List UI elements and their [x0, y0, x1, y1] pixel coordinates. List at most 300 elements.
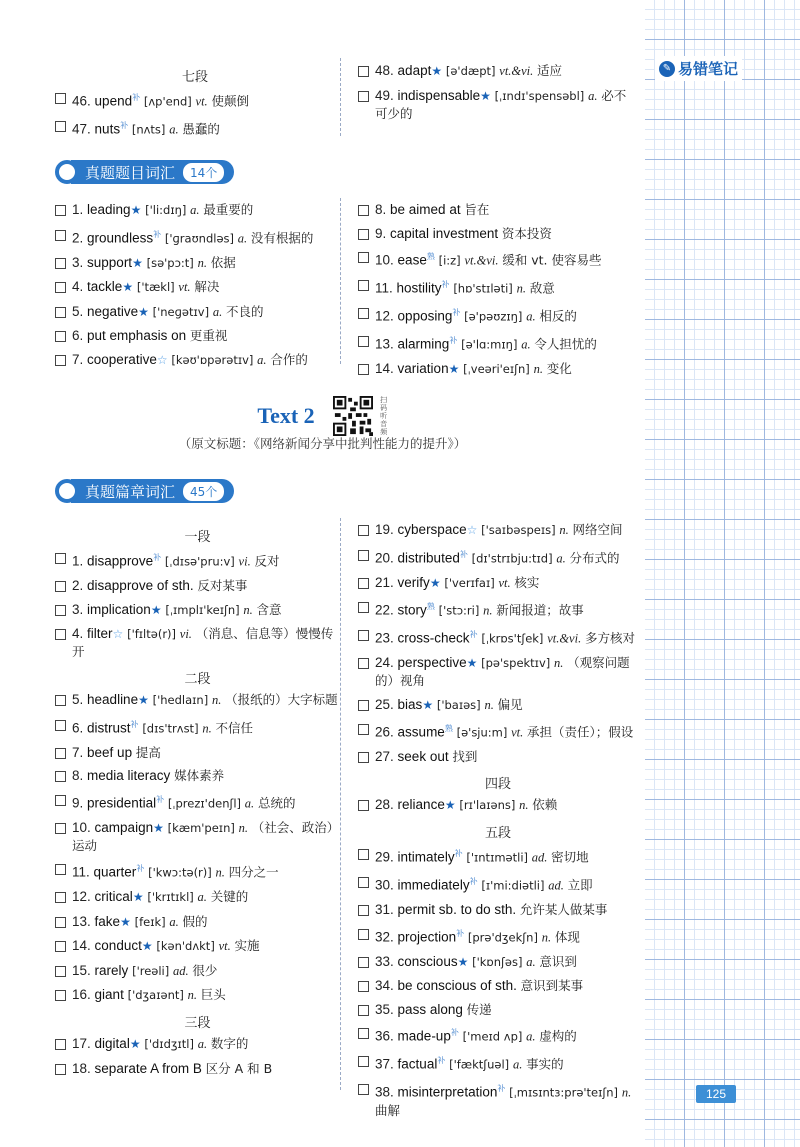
part-of-speech: a. [526, 954, 536, 969]
definition: 资本投资 [501, 225, 552, 241]
item-number: 20. [375, 550, 394, 565]
top-right-column [358, 62, 638, 128]
phonetic: [ə'dæpt] [445, 64, 496, 78]
phonetic: ['tækl] [136, 280, 175, 294]
phonetic: [feɪk] [134, 914, 166, 929]
phonetic: [ˌveəri'eɪʃn] [463, 362, 530, 376]
star-icon: ★ [429, 575, 441, 590]
checkbox[interactable] [358, 658, 369, 669]
part-of-speech: vt. [195, 94, 208, 109]
vocab-item [55, 89, 335, 111]
vocab-item [358, 360, 638, 378]
checkbox[interactable] [55, 892, 66, 903]
headword: cooperative [87, 351, 157, 367]
supplement-badge: 补 [449, 336, 458, 345]
passage-vocab-left [55, 518, 340, 1083]
star-icon: ★ [138, 304, 149, 319]
checkbox[interactable] [358, 602, 369, 613]
definition: 必不可少的 [375, 87, 627, 121]
headword: be aimed at [390, 202, 461, 217]
phonetic: [dɪ'strɪbju:tɪd] [471, 551, 553, 565]
checkbox[interactable] [55, 553, 66, 564]
part-of-speech: n. [483, 603, 493, 618]
part-of-speech: n. [484, 697, 494, 712]
definition: 虚构的 [539, 1028, 577, 1044]
item-number: 14. [375, 361, 394, 376]
checkbox[interactable] [55, 93, 66, 104]
checkbox[interactable] [55, 1039, 66, 1050]
phonetic: [ˌɪndɪ'spensəbl] [494, 88, 585, 103]
checkbox[interactable] [358, 550, 369, 561]
part-of-speech: ad. [531, 850, 548, 865]
note-margin-grid [645, 0, 800, 1147]
checkbox[interactable] [55, 966, 66, 977]
item-number: 11. [375, 280, 393, 296]
item-number: 46. [72, 93, 91, 109]
definition: 合作的 [270, 351, 308, 367]
checkbox[interactable] [55, 941, 66, 952]
definition: （社会、政治）运动 [72, 819, 340, 853]
vocab-item [55, 1035, 340, 1053]
headword: ease [397, 252, 427, 268]
star-icon: ★ [138, 693, 149, 707]
supplement-badge: 补 [153, 229, 162, 239]
headword: bias [397, 696, 423, 712]
familiar-badge: 熟 [426, 252, 435, 261]
checkbox[interactable] [55, 205, 66, 216]
item-number: 27. [375, 749, 394, 764]
headword: conscious [397, 953, 458, 969]
item-number: 10. [72, 819, 91, 835]
vocab-item [358, 796, 638, 814]
checkbox[interactable] [358, 280, 369, 291]
item-number: 7. [72, 351, 84, 367]
checkbox[interactable] [55, 629, 66, 640]
definition: 多方核对 [584, 630, 635, 646]
vocab-item [358, 626, 638, 648]
checkbox[interactable] [358, 1028, 369, 1039]
item-number: 18. [72, 1060, 91, 1076]
phonetic: [sə'pɔ:t] [146, 255, 194, 270]
definition: 承担（责任）；假设 [527, 724, 634, 740]
vocab-item [55, 625, 340, 660]
item-number: 24. [375, 655, 394, 670]
checkbox[interactable] [358, 981, 369, 992]
star-icon: ★ [466, 656, 478, 670]
definition: 解决 [194, 279, 220, 294]
headword: critical [94, 889, 133, 904]
headword: alarming [397, 336, 450, 352]
part-of-speech: n. [554, 656, 564, 670]
phonetic: ['li:dɪŋ] [145, 203, 187, 217]
checkbox[interactable] [358, 91, 369, 102]
headword: beef up [87, 744, 133, 760]
checkbox[interactable] [358, 308, 369, 319]
checkbox[interactable] [55, 331, 66, 342]
checkbox[interactable] [55, 720, 66, 731]
part-of-speech: a. [244, 796, 255, 810]
definition: 最重要的 [203, 202, 254, 217]
checkbox[interactable] [358, 630, 369, 641]
vocab-item [358, 748, 638, 765]
definition: 意识到 [539, 953, 577, 969]
definition: 实施 [234, 938, 260, 953]
headword: reliance [397, 797, 445, 812]
part-of-speech: n. [559, 523, 569, 537]
checkbox[interactable] [55, 258, 66, 269]
phonetic: ['ɡraʊndləs] [164, 231, 235, 245]
page-number: 125 [696, 1085, 736, 1103]
checkbox[interactable] [358, 336, 369, 347]
mistake-notes-title: ✎ 易错笔记 [655, 56, 742, 81]
definition: 四分之一 [228, 864, 279, 880]
checkbox[interactable] [358, 700, 369, 711]
checkbox[interactable] [358, 929, 369, 940]
definition: 曲解 [375, 1102, 401, 1118]
phonetic: [ə'lɑ:mɪŋ] [461, 337, 518, 352]
familiar-badge: 熟 [426, 602, 435, 611]
definition: 变化 [546, 361, 572, 376]
phonetic: ['hedlaɪn] [152, 693, 209, 707]
star-icon: ★ [132, 890, 144, 904]
definition: （报纸的）大字标题 [225, 692, 338, 707]
vocab-item [55, 577, 340, 594]
item-number: 8. [72, 768, 84, 783]
vocab-item [358, 873, 638, 895]
part-of-speech: vi. [179, 627, 192, 641]
definition: 愚蠢的 [182, 121, 220, 137]
checkbox[interactable] [358, 205, 369, 216]
vocab-item [358, 225, 638, 242]
phonetic: ['fɪltə(r)] [127, 627, 177, 641]
definition: 敌意 [529, 280, 555, 296]
item-number: 26. [375, 724, 394, 740]
definition: 依赖 [532, 797, 558, 812]
star-icon: ★ [120, 914, 131, 929]
part-of-speech: a. [237, 231, 248, 245]
vocab-item [358, 201, 638, 218]
checkbox[interactable] [55, 917, 66, 928]
checkbox[interactable] [358, 252, 369, 263]
definition: 缓和 vt. 使容易些 [502, 252, 602, 268]
headword: indispensable [397, 87, 481, 103]
supplement-badge: 补 [454, 849, 463, 858]
vocab-item [358, 62, 638, 80]
definition: 数字的 [210, 1036, 249, 1051]
checkbox[interactable] [55, 695, 66, 706]
checkbox[interactable] [55, 605, 66, 616]
vocab-item [55, 601, 340, 619]
checkbox[interactable] [55, 864, 66, 875]
checkbox[interactable] [55, 307, 66, 318]
item-number: 3. [72, 254, 84, 270]
item-number: 29. [375, 849, 394, 865]
headword: cyberspace [397, 522, 467, 537]
item-number: 8. [375, 202, 387, 217]
definition: 分布式的 [569, 550, 620, 565]
supplement-badge: 补 [469, 877, 478, 886]
paragraph-heading: 二段 [184, 672, 211, 687]
item-number: 25. [375, 696, 394, 712]
checkbox[interactable] [358, 752, 369, 763]
headword: intimately [397, 849, 455, 865]
supplement-badge: 补 [452, 308, 461, 317]
part-of-speech: n. [533, 362, 543, 376]
vocab-item [55, 226, 340, 248]
definition: 适应 [537, 63, 563, 78]
supplement-badge: 补 [441, 280, 450, 289]
checkbox[interactable] [55, 230, 66, 241]
headword: filter [87, 626, 113, 641]
headword: verify [397, 574, 430, 590]
definition: 体现 [554, 929, 580, 944]
checkbox[interactable] [358, 66, 369, 77]
phonetic: [prə'dʒekʃn] [467, 930, 538, 944]
checkbox[interactable] [55, 1064, 66, 1075]
checkbox[interactable] [55, 121, 66, 132]
headword: immediately [397, 877, 470, 893]
item-number: 38. [375, 1084, 394, 1100]
headword: headline [87, 692, 139, 707]
part-of-speech: a. [556, 551, 566, 565]
part-of-speech: a. [521, 337, 531, 352]
definition: 含意 [256, 601, 282, 617]
phonetic: [rɪ'laɪəns] [459, 798, 516, 812]
definition: 核实 [514, 574, 540, 590]
definition: 不良的 [225, 303, 264, 319]
part-of-speech: ad. [173, 963, 189, 978]
supplement-badge: 补 [437, 1056, 446, 1065]
headword: presidential [87, 795, 157, 810]
headword: campaign [94, 819, 154, 835]
star-icon: ★ [431, 64, 443, 78]
headword: adapt [397, 63, 432, 78]
phonetic: ['baɪəs] [436, 697, 481, 712]
headword: digital [94, 1036, 130, 1051]
checkbox[interactable] [358, 1056, 369, 1067]
checkbox[interactable] [358, 905, 369, 916]
checkbox[interactable] [55, 990, 66, 1001]
checkbox[interactable] [55, 823, 66, 834]
vocab-item [55, 888, 340, 906]
item-number: 47. [72, 121, 91, 137]
phonetic: [ˌkrɒs'tʃek] [481, 631, 544, 646]
checkbox[interactable] [358, 849, 369, 860]
definition: 允许某人做某事 [519, 902, 608, 917]
phonetic: [kæm'peɪn] [167, 820, 235, 835]
definition: 使颠倒 [211, 93, 249, 109]
headword: assume [397, 724, 445, 740]
part-of-speech: n. [202, 721, 212, 735]
supplement-badge: 补 [469, 630, 478, 639]
item-number: 33. [375, 953, 394, 969]
supplement-badge: 补 [450, 1028, 459, 1037]
magnifier-icon [55, 160, 79, 184]
part-of-speech: vt. [178, 280, 191, 294]
checkbox[interactable] [358, 724, 369, 735]
checkbox[interactable] [55, 795, 66, 806]
headword: fake [94, 913, 121, 929]
star-icon: ★ [448, 362, 460, 376]
phonetic: ['fæktʃuəl] [449, 1057, 510, 1072]
item-number: 6. [72, 720, 84, 735]
part-of-speech: n. [238, 820, 248, 835]
headword: conduct [94, 938, 142, 953]
part-of-speech: a. [197, 890, 207, 904]
part-of-speech: n. [243, 602, 253, 617]
definition: 新闻报道；故事 [496, 602, 584, 618]
item-number: 3. [72, 601, 84, 617]
headword: leading [87, 202, 131, 217]
star-icon: ★ [422, 697, 434, 712]
part-of-speech: a. [169, 914, 179, 929]
headword: pass along [397, 1001, 463, 1017]
item-number: 1. [72, 202, 84, 217]
checkbox[interactable] [55, 771, 66, 782]
headword: misinterpretation [397, 1084, 498, 1100]
star-icon: ★ [457, 954, 469, 969]
part-of-speech: a. [257, 352, 267, 367]
vocab-item [55, 937, 340, 955]
familiar-badge: 熟 [444, 724, 453, 733]
part-of-speech: vt. [218, 939, 231, 953]
checkbox[interactable] [358, 877, 369, 888]
definition: 相反的 [539, 308, 577, 324]
supplement-badge: 补 [136, 864, 145, 873]
headword: variation [397, 361, 449, 376]
vocab-item [358, 1052, 638, 1074]
vocab-item [358, 598, 638, 620]
checkbox[interactable] [55, 581, 66, 592]
headword: upend [94, 93, 133, 109]
vocab-item [358, 1080, 638, 1119]
headword: projection [397, 929, 457, 944]
item-number: 4. [72, 626, 84, 641]
vocab-item [55, 351, 340, 369]
vocab-item [358, 332, 638, 354]
headword: distributed [397, 550, 460, 565]
definition: 传递 [466, 1001, 492, 1017]
definition: 媒体素养 [174, 768, 225, 783]
vocab-item [55, 791, 340, 813]
item-number: 16. [72, 987, 91, 1002]
part-of-speech: n. [621, 1085, 632, 1100]
headword: hostility [396, 280, 442, 296]
checkbox[interactable] [358, 800, 369, 811]
headword: quarter [93, 864, 137, 880]
definition: 更重视 [189, 328, 228, 343]
item-number: 23. [375, 630, 394, 646]
column-divider [340, 198, 341, 364]
phonetic: ['dɪdʒɪtl] [144, 1037, 194, 1051]
question-vocab-banner: 真题题目词汇 14个 [55, 156, 234, 188]
phonetic: [ˌdɪsə'pru:v] [164, 554, 235, 569]
definition: 提高 [135, 744, 161, 760]
hollow-star-icon: ☆ [156, 352, 168, 367]
checkbox[interactable] [358, 578, 369, 589]
checkbox[interactable] [358, 957, 369, 968]
checkbox[interactable] [55, 355, 66, 366]
phonetic: ['verɪfaɪ] [444, 575, 495, 590]
vocab-item [358, 248, 638, 270]
question-vocab-left [55, 201, 340, 375]
part-of-speech: n. [541, 930, 552, 944]
checkbox[interactable] [358, 1084, 369, 1095]
supplement-badge: 补 [153, 553, 162, 562]
vocab-item [55, 117, 335, 139]
part-of-speech: a. [526, 309, 536, 324]
star-icon: ★ [153, 820, 164, 835]
original-title: （原文标题：《网络新闻分享中批判性能力的提升》） [178, 436, 467, 451]
part-of-speech: vt. [511, 725, 524, 740]
checkbox[interactable] [55, 748, 66, 759]
headword: disapprove of sth. [87, 578, 194, 593]
headword: story [397, 602, 427, 618]
part-of-speech: a. [512, 1057, 523, 1072]
qr-code-icon[interactable] [333, 396, 373, 436]
star-icon: ★ [150, 602, 162, 617]
phonetic: ['kɒnʃəs] [472, 954, 523, 969]
phonetic: [dɪs'trʌst] [142, 721, 199, 735]
item-number: 31. [375, 902, 394, 917]
vocab-item [358, 654, 638, 689]
item-number: 12. [72, 889, 91, 904]
phonetic: [ʌp'end] [143, 94, 192, 109]
phonetic: [hɒ'stɪləti] [453, 281, 513, 296]
vocab-item [358, 720, 638, 742]
paragraph-heading: 四段 [484, 777, 511, 792]
scan-audio-label: 扫码听音频 [380, 396, 388, 436]
checkbox[interactable] [358, 1005, 369, 1016]
phonetic: [nʌts] [131, 122, 166, 137]
vocab-item [55, 254, 340, 272]
phonetic: ['kwɔ:tə(r)] [148, 865, 212, 880]
vocab-item [358, 546, 638, 568]
definition: 反对 [254, 553, 280, 569]
item-number: 34. [375, 978, 394, 993]
item-number: 4. [72, 279, 84, 294]
headword: cross-check [397, 630, 470, 646]
phonetic: [ə'pəʊzɪŋ] [464, 309, 523, 324]
headword: perspective [397, 655, 467, 670]
column-divider [340, 518, 341, 1090]
paragraph-heading: 五段 [484, 826, 511, 841]
checkbox[interactable] [358, 229, 369, 240]
item-number: 21. [375, 574, 394, 590]
part-of-speech: n. [215, 865, 225, 880]
star-icon: ★ [141, 939, 153, 953]
headword: permit sb. to do sth. [397, 902, 517, 917]
star-icon: ★ [130, 203, 142, 217]
vocab-item [358, 1024, 638, 1046]
part-of-speech: a. [169, 122, 179, 137]
phonetic: [i:z] [438, 253, 461, 268]
headword: be conscious of sth. [397, 978, 517, 993]
checkbox[interactable] [358, 525, 369, 536]
checkbox[interactable] [55, 282, 66, 293]
item-number: 11. [72, 864, 90, 880]
passage-vocab-right [358, 521, 638, 1125]
supplement-badge: 补 [497, 1084, 506, 1093]
part-of-speech: vt. [498, 575, 511, 590]
item-number: 14. [72, 938, 91, 953]
part-of-speech: a. [588, 88, 598, 103]
checkbox[interactable] [358, 364, 369, 375]
hollow-star-icon: ☆ [112, 627, 124, 641]
vocab-item [55, 303, 340, 321]
phonetic: [ə'sju:m] [456, 725, 508, 740]
part-of-speech: n. [519, 798, 529, 812]
